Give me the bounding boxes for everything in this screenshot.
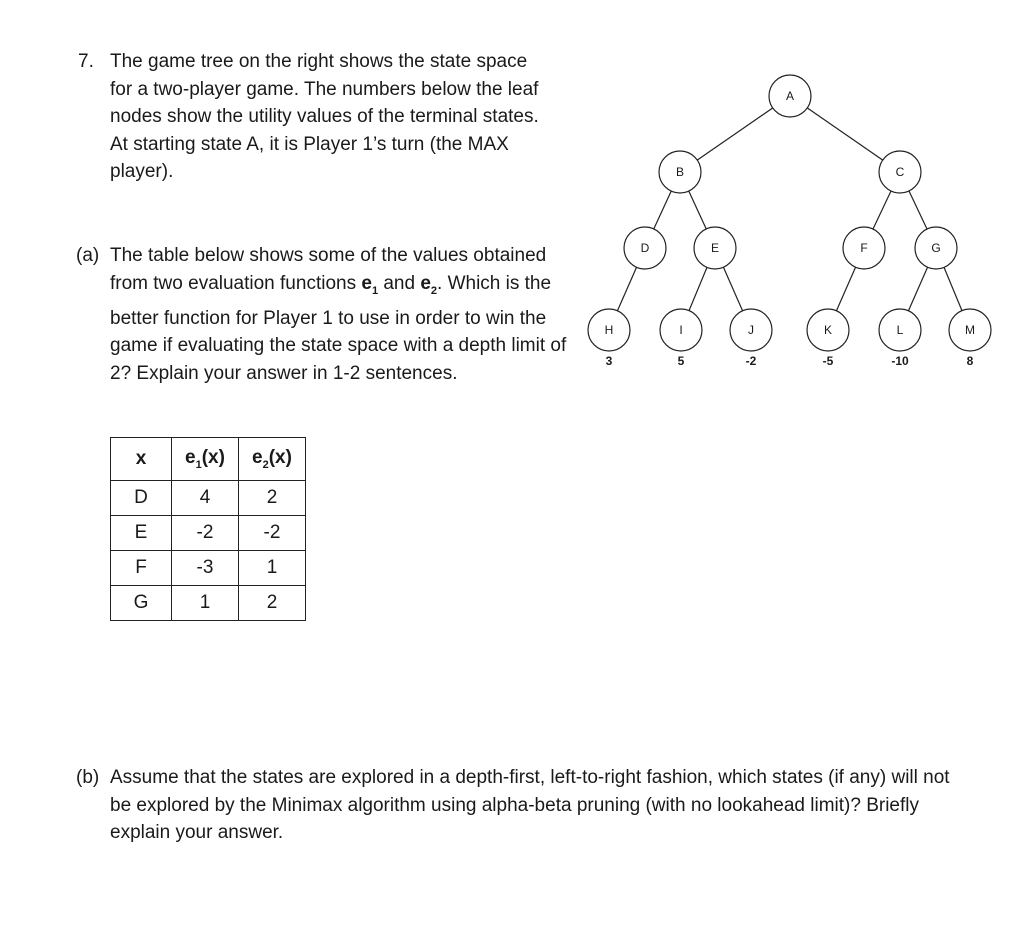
tree-nodes (588, 75, 991, 351)
question-7-text: The game tree on the right shows the state space for a two-player game. The numbers below the leaf nodes show the utility values of the terminal states. At starting state A, it is Player 1’s turn (the MAX player). (110, 51, 539, 182)
cell-e1: 1 (172, 586, 239, 621)
node-label-l: L (896, 323, 904, 337)
header-e1: $e_1(x)$ (172, 438, 239, 481)
cell-x: E (111, 516, 172, 551)
node-label-a: A (785, 89, 795, 103)
table-row (111, 516, 306, 551)
node-label-c: C (895, 165, 905, 179)
leaf-value-l: -10 (891, 354, 909, 368)
table-row (111, 481, 306, 516)
cell-x: F (111, 551, 172, 586)
cell-e2: -2 (239, 516, 306, 551)
cell-e1: -3 (172, 551, 239, 586)
node-label-f: F (860, 241, 868, 255)
cell-e2: 2 (239, 481, 306, 516)
node-label-m: M (965, 323, 975, 337)
node-label-h: H (604, 323, 614, 337)
part-b-label: (b) (76, 767, 100, 788)
node-label-g: G (931, 241, 941, 255)
tree-edges (609, 96, 970, 330)
node-label-b: B (675, 165, 685, 179)
cell-x: D (111, 481, 172, 516)
e2-symbol: $e_2$ (420, 272, 438, 297)
part-a-text-before: The table below shows some of the values obtained from two evaluation functions (110, 245, 547, 294)
leaf-value-h: 3 (605, 354, 613, 368)
question-7 (78, 48, 548, 186)
table-row (111, 586, 306, 621)
part-b (76, 764, 956, 847)
node-label-d: D (640, 241, 650, 255)
leaf-value-i: 5 (677, 354, 685, 368)
node-label-k: K (823, 323, 833, 337)
cell-e1: 4 (172, 481, 239, 516)
e1-symbol: $e_1$ (361, 272, 379, 297)
question-number: 7. (78, 51, 94, 72)
game-tree (580, 60, 1000, 390)
leaf-value-m: 8 (966, 354, 974, 368)
header-x: x (111, 438, 172, 481)
cell-e1: -2 (172, 516, 239, 551)
cell-e2: 2 (239, 586, 306, 621)
leaf-value-j: -2 (745, 354, 757, 368)
part-a-label: (a) (76, 245, 100, 266)
cell-x: G (111, 586, 172, 621)
leaf-values (606, 354, 974, 368)
node-label-i: I (679, 323, 683, 337)
evaluation-table (110, 437, 306, 621)
part-b-text: Assume that the states are explored in a depth-first, left-to-right fashion, which states (if any) will not be explored by the Minimax algorithm using alpha-beta pruning (with no lookahead limit)? Briefly explain your answer. (110, 767, 950, 843)
header-e2: $e_2(x)$ (239, 438, 306, 481)
part-a-text-after: . Which is the better function for Player 1 to use in order to win the game if evaluating the state space with a depth limit of 2? Explain your answer in 1-2 sentences. (110, 272, 567, 384)
node-label-j: J (748, 323, 754, 337)
node-label-e: E (710, 241, 720, 255)
table-header-row (111, 438, 306, 481)
cell-e2: 1 (239, 551, 306, 586)
leaf-value-k: -5 (822, 354, 834, 368)
table-row (111, 551, 306, 586)
part-a-text (110, 242, 576, 387)
part-a-text-and: and (378, 272, 421, 294)
part-a (76, 242, 576, 387)
